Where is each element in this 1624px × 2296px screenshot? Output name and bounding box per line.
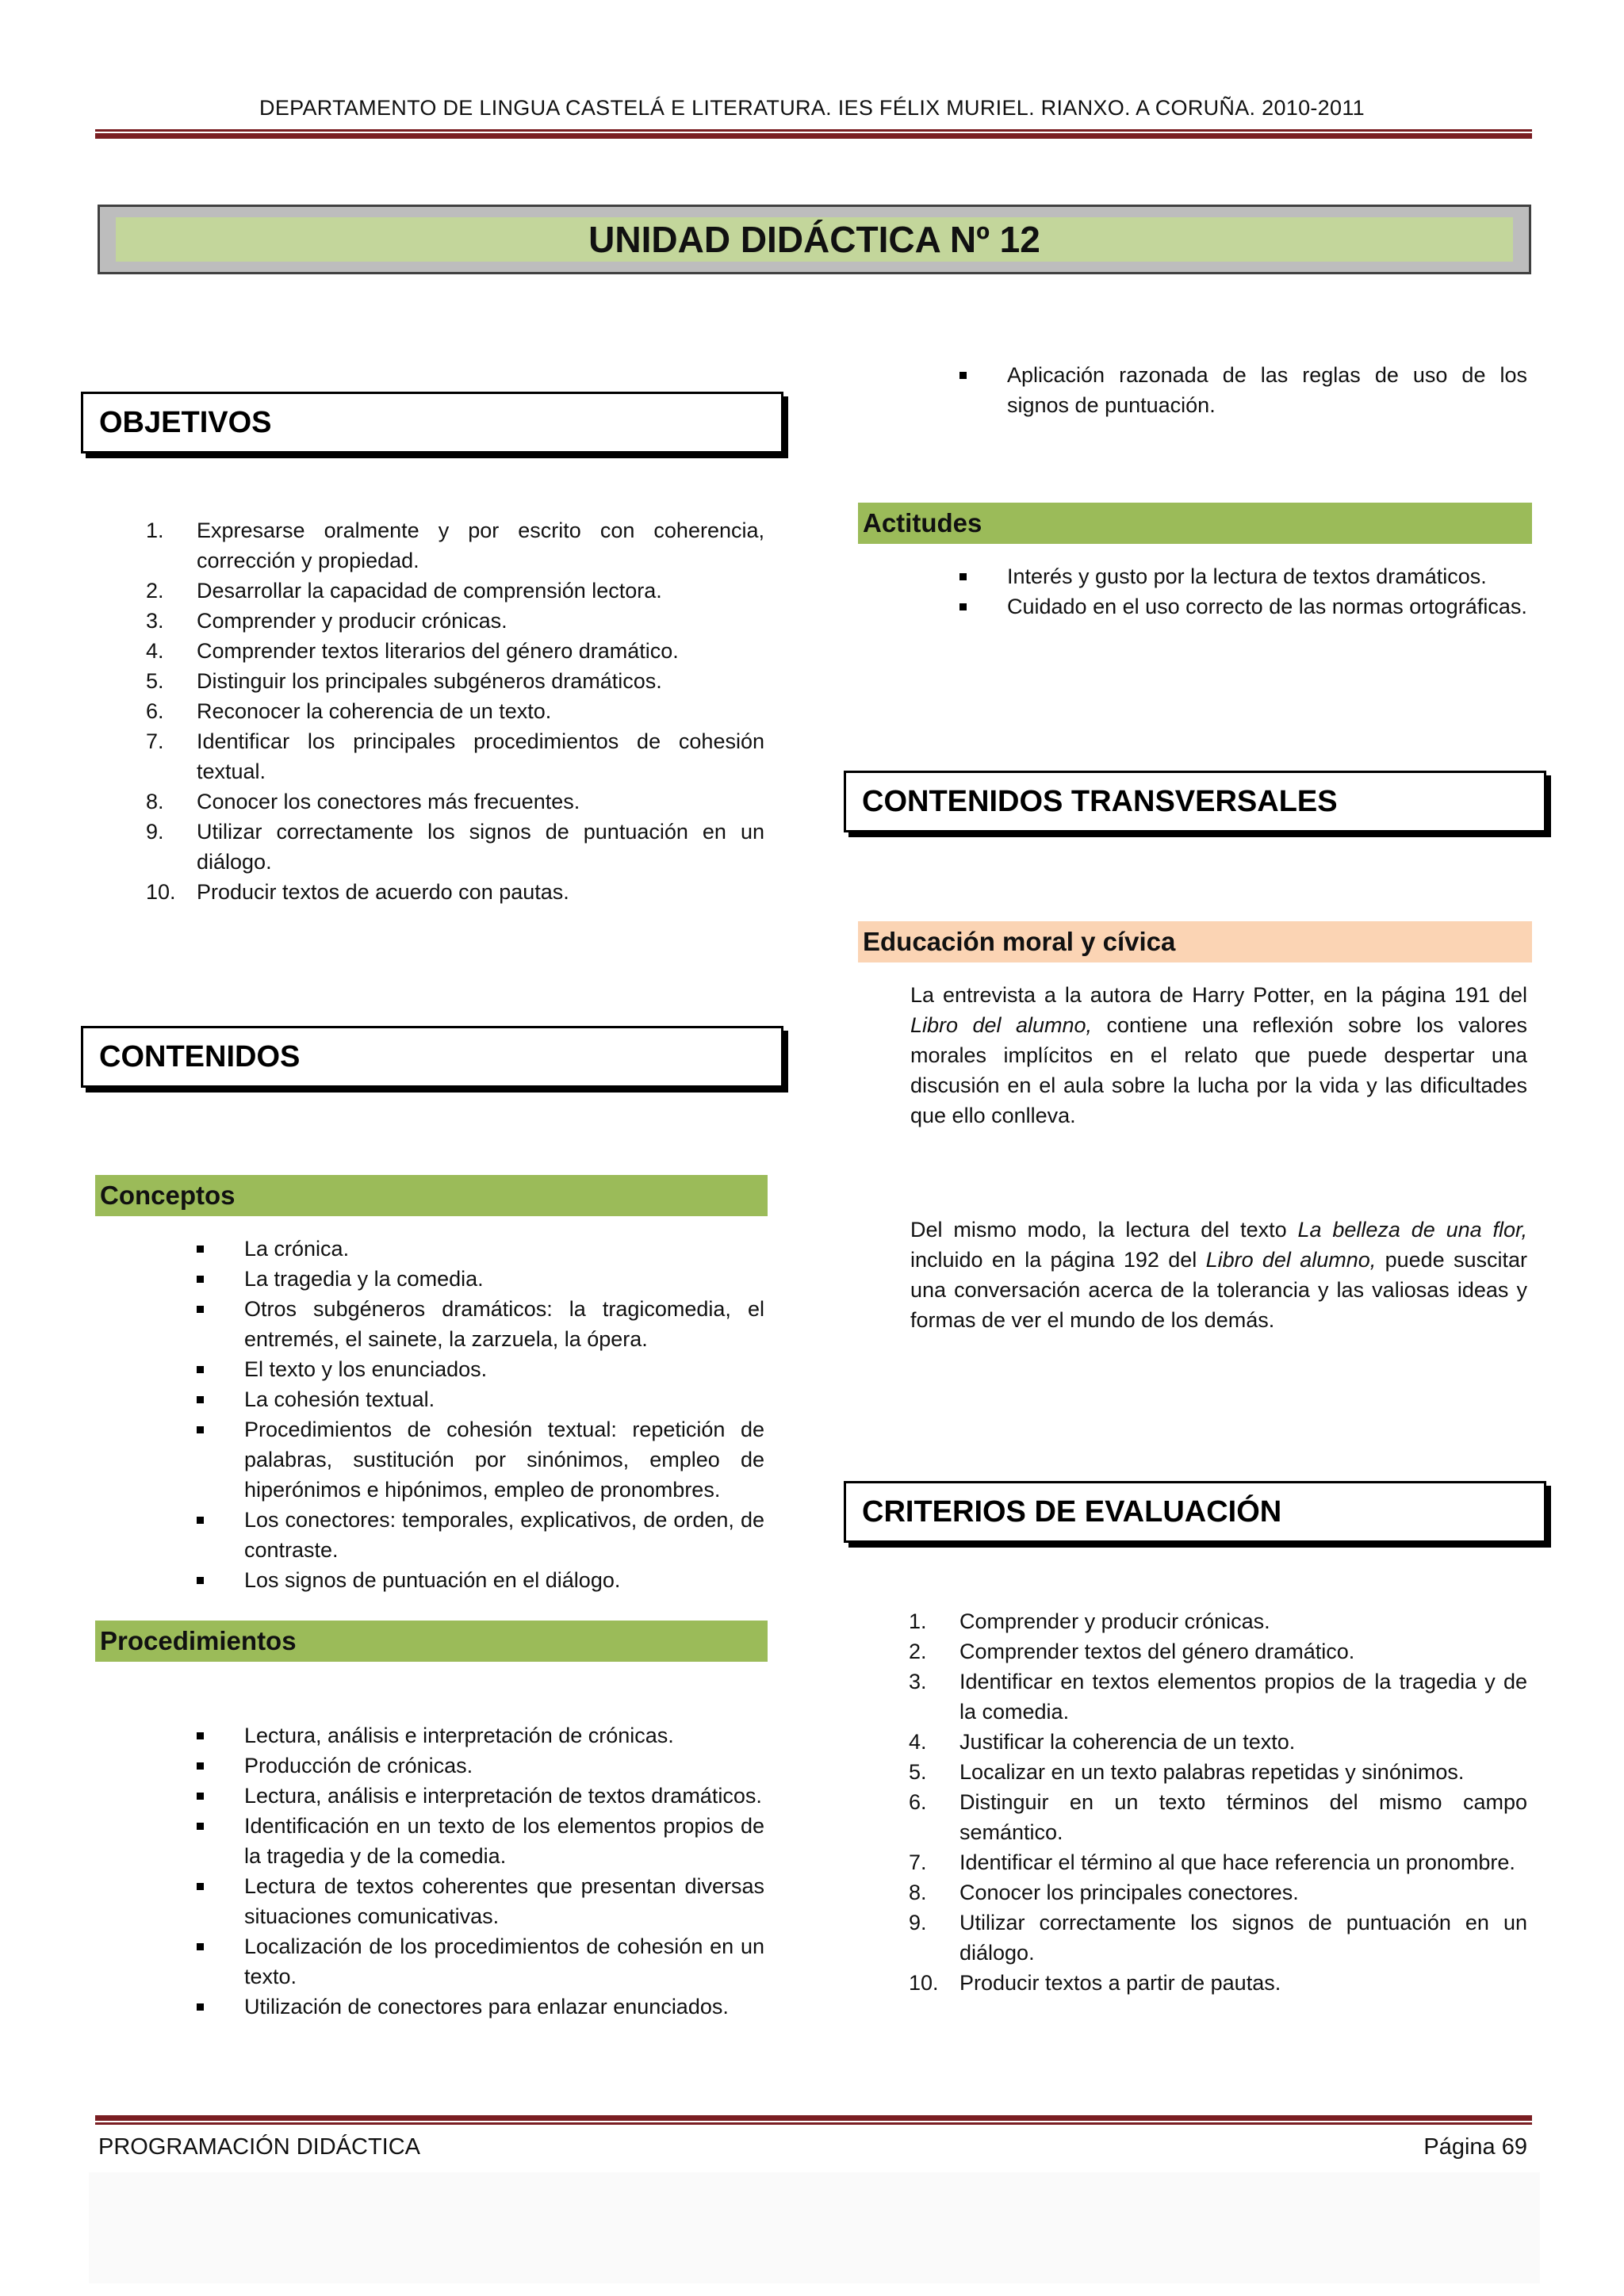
conceptos-bar: Conceptos (95, 1175, 768, 1216)
list-item: 2. Desarrollar la capacidad de comprensión lectora. (146, 579, 662, 603)
list-item: 1. Comprender y producir crónicas. (909, 1609, 1270, 1633)
criterios-list (909, 1606, 1527, 1998)
page-bottom-band (89, 2172, 1540, 2283)
list-item: Los conectores: temporales, explicativos, de orden, de contraste. (244, 1505, 764, 1565)
list-item: 6. Reconocer la coherencia de un texto. (146, 699, 552, 723)
list-item: Aplicación razonada de las reglas de uso de los signos de puntuación. (1007, 360, 1527, 420)
list-item: La tragedia y la comedia. (244, 1264, 764, 1294)
list-item: 7. Identificar el término al que hace referencia un pronombre. (909, 1850, 1515, 1874)
list-item: 4. Comprender textos literarios del género dramático. (146, 639, 679, 663)
list-item: Identificación en un texto de los elementos propios de la tragedia y de la comedia. (244, 1811, 764, 1871)
list-item: 4. Justificar la coherencia de un texto. (909, 1730, 1296, 1754)
conceptos-list (244, 1234, 764, 1595)
list-item: Los signos de puntuación en el diálogo. (244, 1565, 764, 1595)
criterios-heading: CRITERIOS DE EVALUACIÓN (844, 1481, 1546, 1543)
actitudes-bar: Actitudes (858, 503, 1532, 544)
list-item: 5. Distinguir los principales subgéneros dramáticos. (146, 669, 662, 693)
list-item: Producción de crónicas. (244, 1751, 764, 1781)
list-item: 2. Comprender textos del género dramático. (909, 1640, 1355, 1663)
list-item: 3. Identificar en textos elementos propios de la tragedia y de la comedia. (909, 1670, 1527, 1724)
list-item: Interés y gusto por la lectura de textos dramáticos. (1007, 561, 1527, 591)
list-item: Lectura, análisis e interpretación de crónicas. (244, 1720, 764, 1751)
list-item: El texto y los enunciados. (244, 1354, 764, 1384)
objetivos-list (146, 515, 764, 907)
list-item: Cuidado en el uso correcto de las normas ortográficas. (1007, 591, 1527, 622)
educacion-bar: Educación moral y cívica (858, 921, 1532, 962)
procedimientos-list (244, 1720, 764, 2022)
actitudes-list (1007, 561, 1527, 622)
page-number: Página 69 (1423, 2134, 1527, 2160)
unit-title-frame (98, 205, 1531, 274)
list-item: Lectura de textos coherentes que presentan diversas situaciones comunicativas. (244, 1871, 764, 1931)
list-item: La crónica. (244, 1234, 764, 1264)
educacion-paragraph-1: La entrevista a la autora de Harry Potter, en la página 191 del Libro del alumno, contiene una reflexión sobre los valores morales implícitos en el relato que puede despertar una discusión en el aula sobre la lucha por la vida y las dificultades que ello conlleva. (910, 983, 1527, 1127)
page-header: DEPARTAMENTO DE LINGUA CASTELÁ E LITERATURA. IES FÉLIX MURIEL. RIANXO. A CORUÑA. 2010-2011 (259, 96, 1365, 120)
transversales-heading: CONTENIDOS TRANSVERSALES (844, 771, 1546, 832)
list-item: Utilización de conectores para enlazar enunciados. (244, 1992, 764, 2022)
contenidos-heading: CONTENIDOS (81, 1026, 783, 1088)
list-item: Lectura, análisis e interpretación de textos dramáticos. (244, 1781, 764, 1811)
list-item: 3. Comprender y producir crónicas. (146, 609, 508, 633)
footer-rule (95, 2115, 1532, 2125)
list-item: La cohesión textual. (244, 1384, 764, 1414)
list-item: Otros subgéneros dramáticos: la tragicomedia, el entremés, el sainete, la zarzuela, la ópera. (244, 1294, 764, 1354)
header-rule (95, 129, 1532, 139)
educacion-paragraph-2: Del mismo modo, la lectura del texto La belleza de una flor, incluido en la página 192 del Libro del alumno, puede suscitar una conversación acerca de la tolerancia y las valiosas ideas y formas de ver el mundo de los demás. (910, 1218, 1527, 1332)
list-item: 9. Utilizar correctamente los signos de puntuación en un diálogo. (909, 1911, 1527, 1965)
list-item: Procedimientos de cohesión textual: repetición de palabras, sustitución por sinónimos, empleo de hiperónimos e hipónimos, empleo de pronombres. (244, 1414, 764, 1505)
list-item: 10. Producir textos de acuerdo con pautas. (146, 880, 569, 904)
list-item: 1. Expresarse oralmente y por escrito con coherencia, corrección y propiedad. (146, 519, 764, 572)
objetivos-heading: OBJETIVOS (81, 392, 783, 453)
list-item: 8. Conocer los conectores más frecuentes. (146, 790, 580, 813)
list-item: 6. Distinguir en un texto términos del mismo campo semántico. (909, 1790, 1527, 1844)
list-item: 9. Utilizar correctamente los signos de puntuación en un diálogo. (146, 820, 764, 874)
unit-title: UNIDAD DIDÁCTICA Nº 12 (116, 217, 1513, 262)
list-item: 10. Producir textos a partir de pautas. (909, 1971, 1281, 1995)
procedimientos-bar: Procedimientos (95, 1621, 768, 1662)
footer-title: PROGRAMACIÓN DIDÁCTICA (98, 2134, 421, 2160)
list-item: 5. Localizar en un texto palabras repetidas y sinónimos. (909, 1760, 1465, 1784)
list-item: 7. Identificar los principales procedimientos de cohesión textual. (146, 729, 764, 783)
list-item: 8. Conocer los principales conectores. (909, 1881, 1299, 1904)
list-item: Localización de los procedimientos de cohesión en un texto. (244, 1931, 764, 1992)
procedimientos-continued-list (1007, 360, 1527, 420)
